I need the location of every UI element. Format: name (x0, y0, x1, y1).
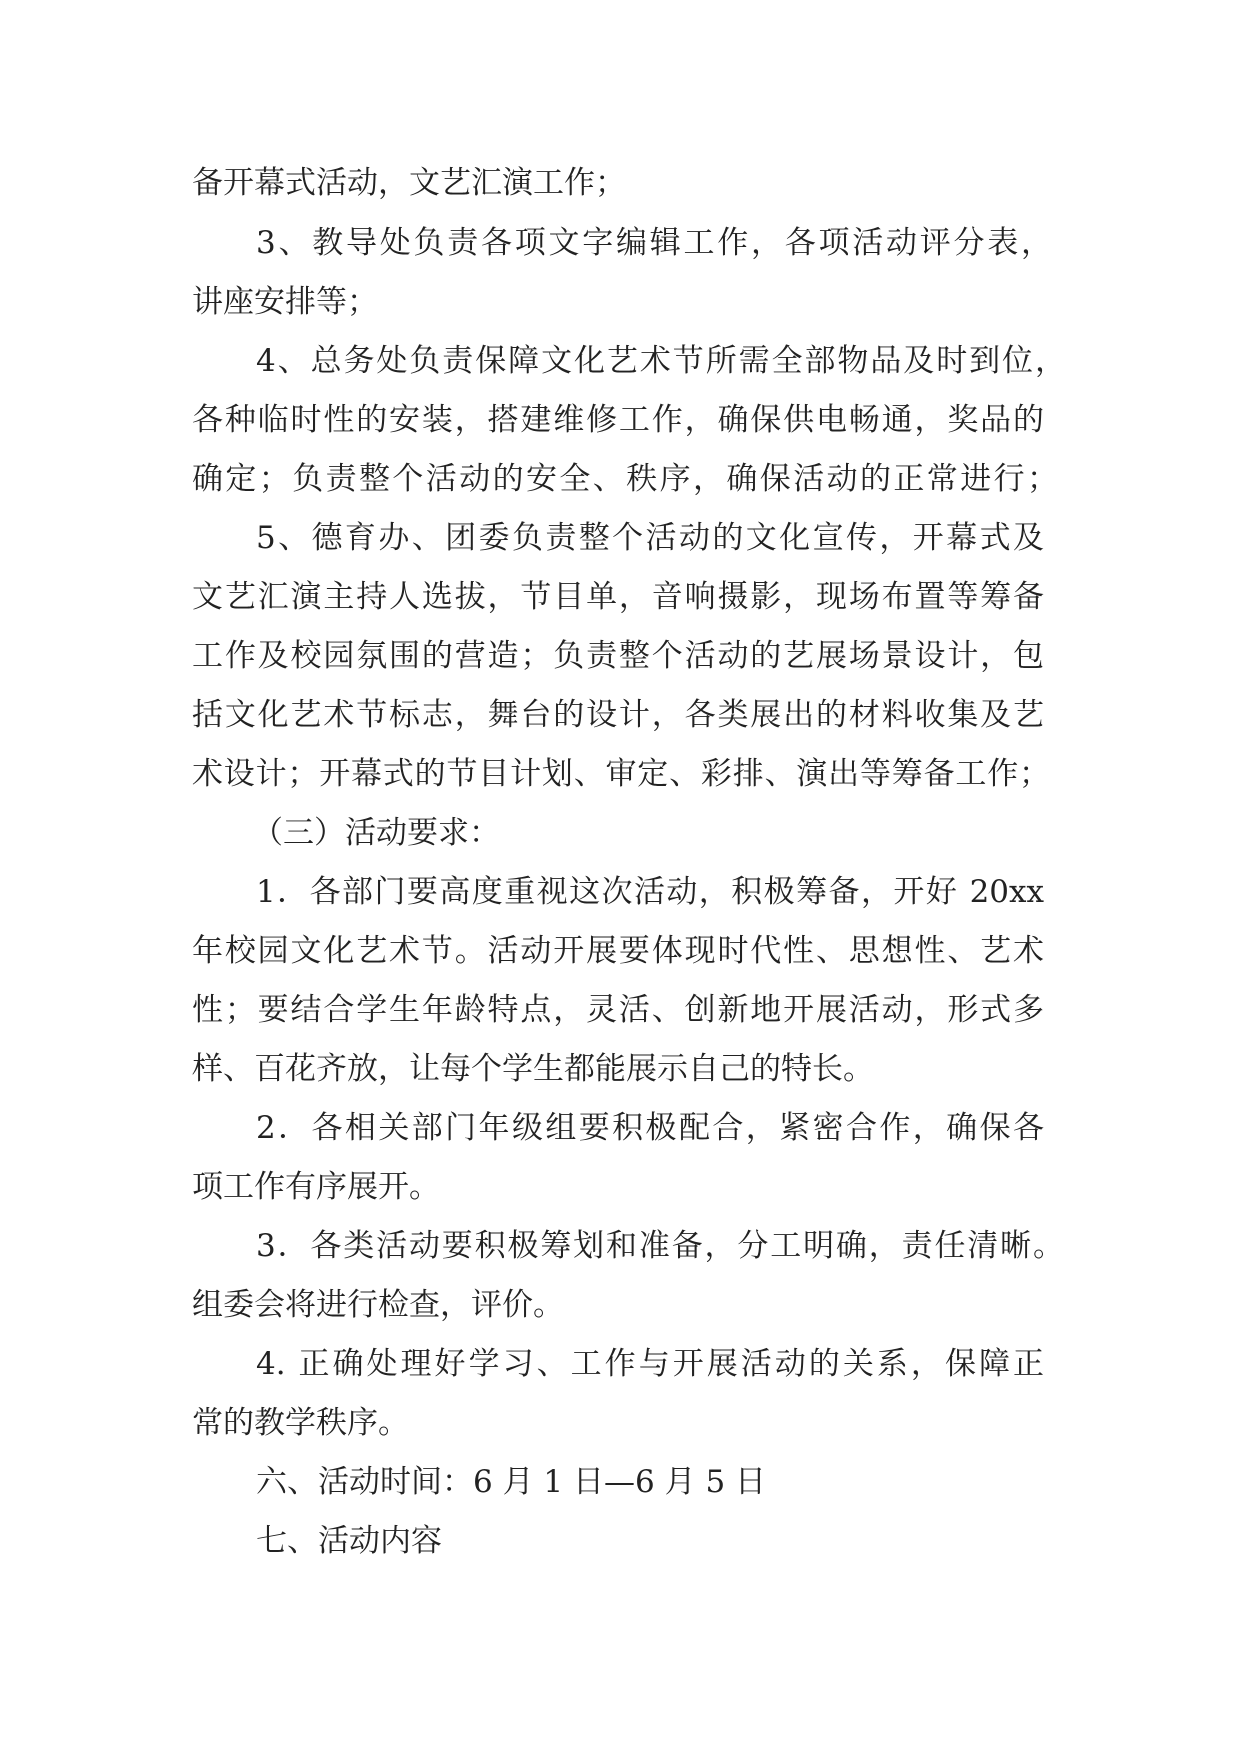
text-line: （三）活动要求： (252, 815, 500, 851)
text-line: 2．各相关部门年级组要积极配合，紧密合作，确保各 (256, 1110, 1044, 1146)
text-line: 年校园文化艺术节。活动开展要体现时代性、思想性、艺术 (192, 933, 1044, 969)
text-line: 性；要结合学生年龄特点，灵活、创新地开展活动，形式多 (192, 992, 1044, 1028)
text-line: 样、百花齐放，让每个学生都能展示自己的特长。 (192, 1051, 874, 1087)
text-line: 项工作有序展开。 (192, 1169, 440, 1205)
text-line: 确定；负责整个活动的安全、秩序，确保活动的正常进行； (192, 461, 1058, 497)
text-line: 3、教导处负责各项文字编辑工作，各项活动评分表， (256, 225, 1052, 261)
text-line: 六、活动时间：6 月 1 日—6 月 5 日 (256, 1464, 767, 1500)
text-line: 3．各类活动要积极筹划和准备，分工明确，责任清晰。 (256, 1228, 1064, 1264)
text-line: 4、总务处负责保障文化艺术节所需全部物品及时到位， (256, 343, 1066, 379)
text-line: 七、活动内容 (256, 1523, 442, 1559)
text-line: 工作及校园氛围的营造；负责整个活动的艺展场景设计，包 (192, 638, 1044, 674)
text-line: 常的教学秩序。 (192, 1405, 409, 1441)
text-line: 术设计；开幕式的节目计划、审定、彩排、演出等筹备工作； (192, 756, 1050, 792)
text-line: 各种临时性的安装，搭建维修工作，确保供电畅通，奖品的 (192, 402, 1044, 438)
text-line: 1．各部门要高度重视这次活动，积极筹备，开好 20xx (256, 874, 1044, 910)
text-line: 讲座安排等； (192, 284, 378, 320)
text-line: 括文化艺术节标志，舞台的设计，各类展出的材料收集及艺 (192, 697, 1044, 733)
text-line: 5、德育办、团委负责整个活动的文化宣传，开幕式及 (256, 520, 1044, 556)
text-line: 4. 正确处理好学习、工作与开展活动的关系，保障正 (256, 1346, 1044, 1382)
text-line: 文艺汇演主持人选拔，节目单，音响摄影，现场布置等筹备 (192, 579, 1044, 615)
text-line: 组委会将进行检查，评价。 (192, 1287, 564, 1323)
text-line: 备开幕式活动，文艺汇演工作； (192, 165, 626, 201)
